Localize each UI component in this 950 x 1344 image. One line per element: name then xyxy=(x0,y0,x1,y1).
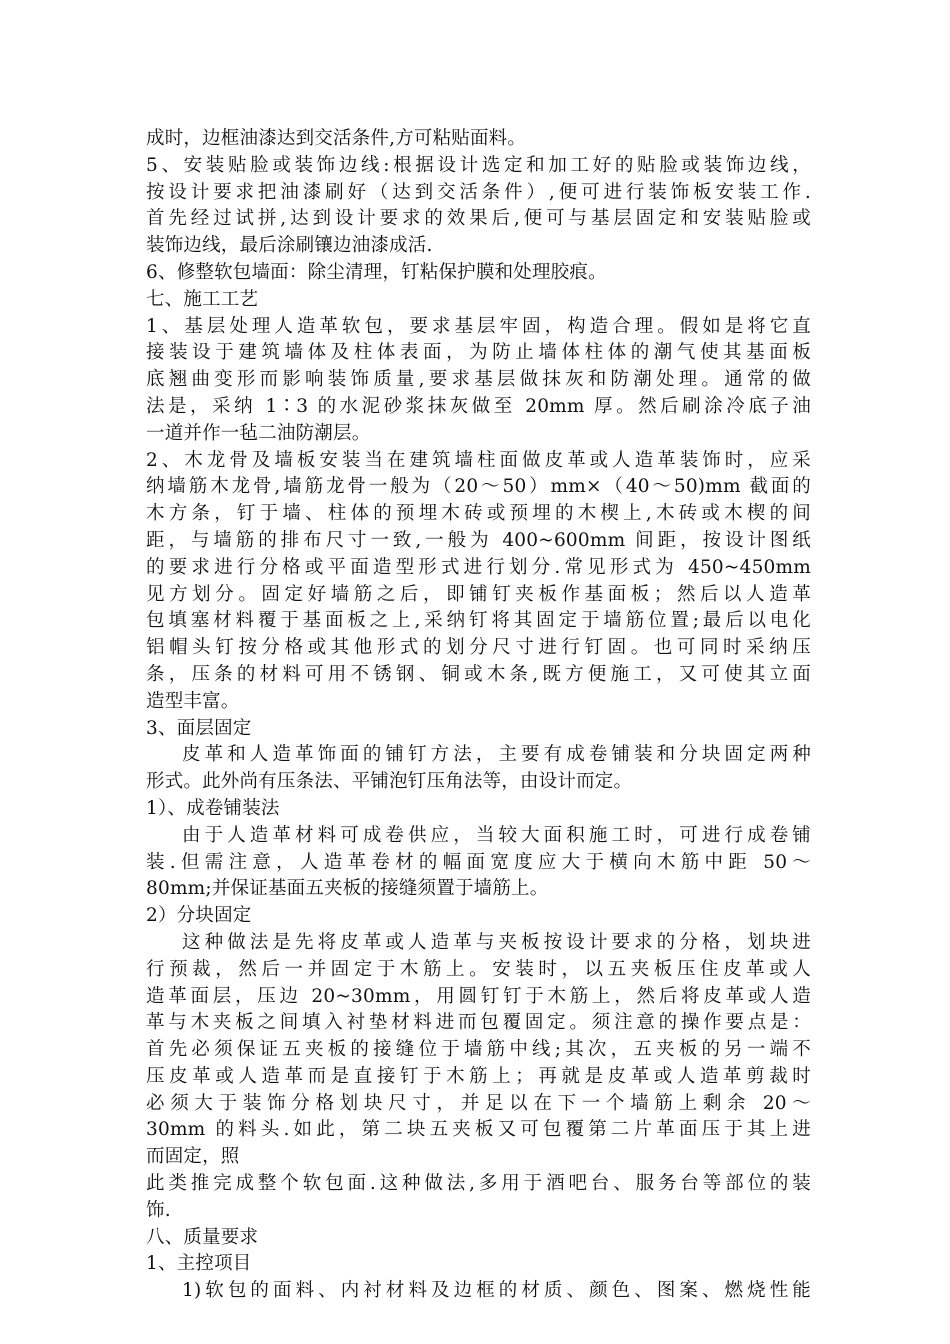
text-line: 装饰边线，最后涂刷镶边油漆成活. xyxy=(146,235,433,257)
text-line: 5、安装贴脸或装饰边线:根据设计选定和加工好的贴脸或装饰边线， xyxy=(146,154,811,176)
text-line: 压皮革或人造革而是直接钉于木筋上；再就是皮革或人造革剪裁时 xyxy=(146,1065,811,1087)
text-line: 30mm 的料头.如此，第二块五夹板又可包覆第二片革面压于其上进 xyxy=(146,1119,811,1141)
text-line: 形式。此外尚有压条法、平铺泡钉压角法等，由设计而定。 xyxy=(146,771,633,793)
document-body xyxy=(146,126,811,1305)
text-line: 饰. xyxy=(146,1199,171,1221)
text-line: 距，与墙筋的排布尺寸一致,一般为 400~600mm 间距，按设计图纸 xyxy=(146,529,811,551)
text-line: 成时，边框油漆达到交活条件,方可粘贴面料。 xyxy=(146,128,527,149)
text-line: 条，压条的材料可用不锈钢、铜或木条,既方便施工，又可使其立面 xyxy=(146,663,811,685)
text-line: 行预裁，然后一并固定于木筋上。安装时，以五夹板压住皮革或人 xyxy=(146,958,811,980)
text-line: 造革面层，压边 20~30mm，用圆钉钉于木筋上，然后将皮革或人造 xyxy=(146,985,811,1007)
text-line: 按设计要求把油漆刷好（达到交活条件）,便可进行装饰板安装工作. xyxy=(146,181,811,203)
text-line: 必须大于装饰分格划块尺寸，并足以在下一个墙筋上剩余 20～ xyxy=(146,1092,811,1114)
text-line: 法是，采纳 1∶3 的水泥砂浆抹灰做至 20mm 厚。然后刷涂冷底子油 xyxy=(146,395,811,417)
text-line: 2）分块固定 xyxy=(146,905,252,927)
text-line: 装.但需注意，人造革卷材的幅面宽度应大于横向木筋中距 50～ xyxy=(146,851,811,873)
text-line: 的要求进行分格或平面造型形式进行划分.常见形式为 450~450mm xyxy=(146,556,811,578)
text-line: 由于人造革材料可成卷供应，当较大面积施工时，可进行成卷铺 xyxy=(182,824,811,846)
text-line: 1、主控项目 xyxy=(146,1253,252,1275)
text-line: 接装设于建筑墙体及柱体表面，为防止墙体柱体的潮气使其基面板 xyxy=(146,342,811,364)
text-line: 见方划分。固定好墙筋之后，即铺钉夹板作基面板；然后以人造革 xyxy=(146,583,811,605)
text-line: 80mm;并保证基面五夹板的接缝须置于墙筋上。 xyxy=(146,878,549,900)
text-line: 3、面层固定 xyxy=(146,717,252,739)
text-line: 首先必须保证五夹板的接缝位于墙筋中线;其次，五夹板的另一端不 xyxy=(146,1039,811,1061)
text-line: 底翘曲变形而影响装饰质量,要求基层做抹灰和防潮处理。通常的做 xyxy=(146,369,811,391)
text-line: 1、基层处理人造革软包，要求基层牢固，构造合理。假如是将它直 xyxy=(146,315,811,337)
text-line: 铝帽头钉按分格或其他形式的划分尺寸进行钉固。也可同时采纳压 xyxy=(146,637,811,659)
text-line: 造型丰富。 xyxy=(146,690,240,712)
text-line: 一道并作一毡二油防潮层。 xyxy=(146,422,371,444)
text-line: 这种做法是先将皮革或人造革与夹板按设计要求的分格，划块进 xyxy=(182,931,811,953)
text-line: 革与木夹板之间填入衬垫材料进而包覆固定。须注意的操作要点是： xyxy=(146,1012,811,1034)
text-line: 2、木龙骨及墙板安装当在建筑墙柱面做皮革或人造革装饰时，应采 xyxy=(146,449,811,471)
text-line: 皮革和人造革饰面的铺钉方法，主要有成卷铺装和分块固定两种 xyxy=(182,744,811,766)
text-line: 6、修整软包墙面：除尘清理，钉粘保护膜和处理胶痕。 xyxy=(146,261,607,283)
text-line: 1)软包的面料、内衬材料及边框的材质、颜色、图案、燃烧性能 xyxy=(182,1280,811,1302)
text-line: 七、施工工艺 xyxy=(146,288,259,310)
text-line: 包填塞材料覆于基面板之上,采纳钉将其固定于墙筋位置;最后以电化 xyxy=(146,610,811,632)
text-line: 此类推完成整个软包面.这种做法,多用于酒吧台、服务台等部位的装 xyxy=(146,1173,811,1195)
text-line: 1）、成卷铺装法 xyxy=(146,797,280,819)
text-line: 纳墙筋木龙骨,墙筋龙骨一般为（20～50）mm×（40～50)mm 截面的 xyxy=(146,476,811,498)
text-line: 而固定，照 xyxy=(146,1146,240,1168)
text-line: 首先经过试拼,达到设计要求的效果后,便可与基层固定和安装贴脸或 xyxy=(146,208,811,230)
text-line: 木方条，钉于墙、柱体的预埋木砖或预埋的木楔上,木砖或木楔的间 xyxy=(146,503,811,525)
text-line: 八、质量要求 xyxy=(146,1226,259,1248)
